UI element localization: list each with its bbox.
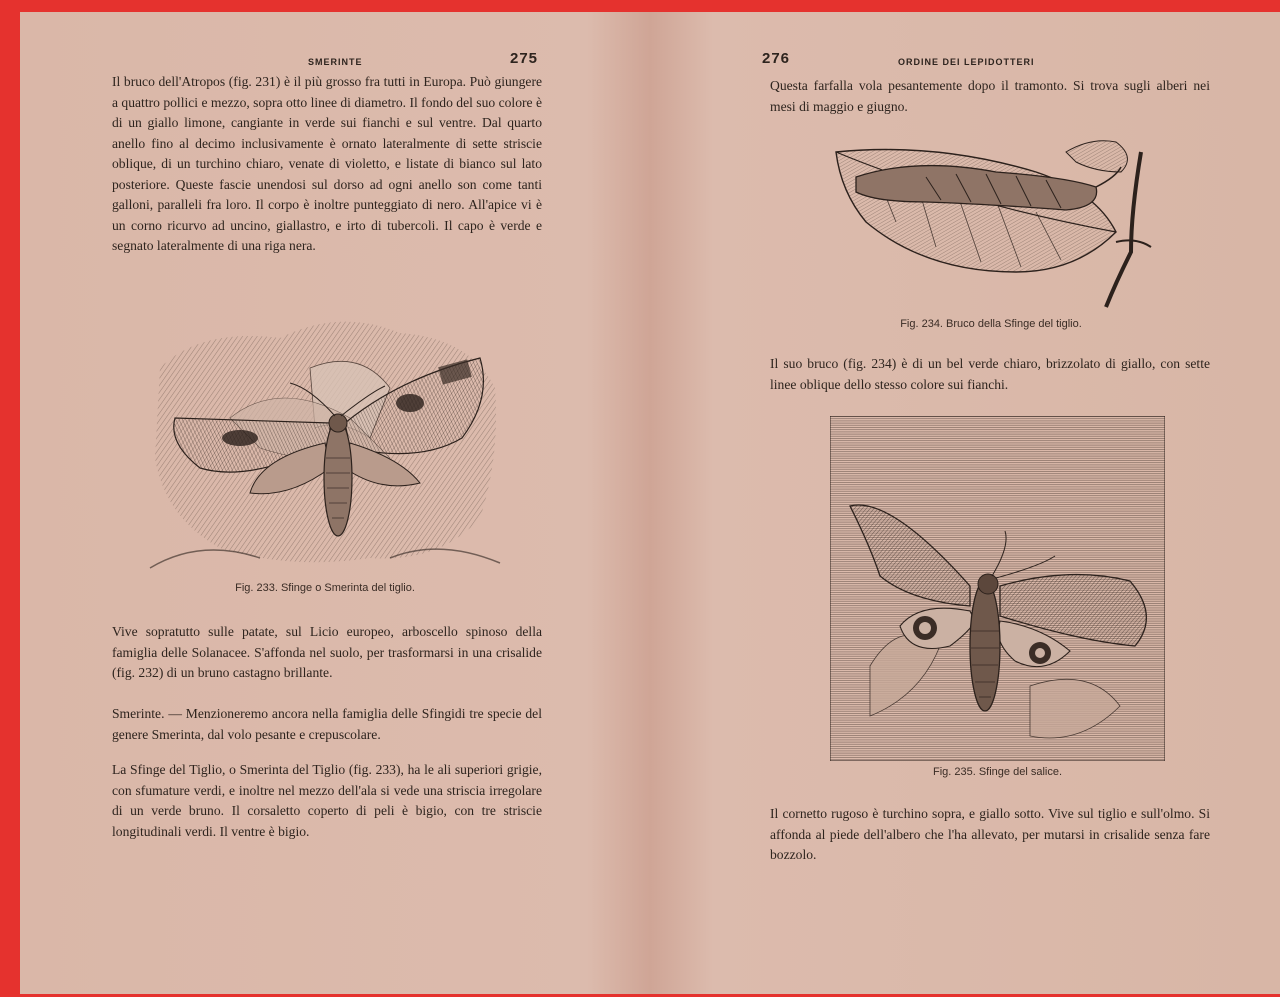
- right-page: [640, 12, 1280, 994]
- caterpillar-leaf-fig-234: [816, 132, 1166, 312]
- left-page: [20, 12, 640, 994]
- left-para-3-text: Smerinte. — Menzioneremo ancora nella famiglia delle Sfingidi tre specie del genere Smerinta, dal volo pesante e crepuscolare.: [112, 706, 542, 742]
- left-paragraph-1: [112, 72, 542, 257]
- right-paragraph-3: [770, 804, 1210, 866]
- running-head-left: SMERINTE: [308, 57, 363, 67]
- figure-233-caption: Fig. 233. Sfinge o Smerinta del tiglio.: [235, 582, 415, 594]
- left-para-2-text: Vive sopratutto sulle patate, sul Licio europeo, arboscello spinoso della famiglia delle Solanacee. S'affonda nel suolo, per trasformarsi in una crisalide (fig. 232) di un bruno castagno brillante.: [112, 624, 542, 680]
- figure-235-caption: Fig. 235. Sfinge del salice.: [932, 766, 1063, 778]
- page-number-right: 276: [762, 50, 791, 67]
- right-paragraph-1: [770, 76, 1210, 117]
- figure-234-caption: Fig. 234. Bruco della Sfinge del tiglio.: [900, 318, 1082, 330]
- left-paragraph-4: [112, 760, 542, 842]
- moth-engraving-fig-233: [140, 308, 510, 573]
- book-spread: [20, 12, 1280, 994]
- page-number-left: 275: [510, 50, 539, 67]
- right-para-2-text: Il suo bruco (fig. 234) è di un bel verde chiaro, brizzolato di giallo, con sette linee oblique dello stesso colore sui fianchi.: [770, 356, 1210, 392]
- left-paragraph-2: [112, 622, 542, 684]
- left-para-4-text: La Sfinge del Tiglio, o Smerinta del Tiglio (fig. 233), ha le ali superiori grigie, con sfumature verdi, e inoltre nel mezzo dell'ala si vede una striscia irregolare di un verde bruno. Il corsaletto coperto di peli è bigio, con tre striscie longitudinali verdi. Il ventre è bigio.: [112, 762, 542, 839]
- left-para-1-text: Il bruco dell'Atropos (fig. 231) è il più grosso fra tutti in Europa. Può giungere a quattro pollici e mezzo, sopra otto linee di diametro. Il fondo del suo colore è di un giallo limone, cangiante in verde sui fianchi e sul ventre. Dal quarto anello fino al decimo inclusivamente è ornato lateralmente di sette striscie oblique, di un turchino chiaro, venate di violetto, e listate di bianco sul lato posteriore. Queste fascie unendosi sul dorso ad ogni anello son come tanti galloni, paralleli fra loro. Il corpo è inoltre punteggiato di nero. All'apice vi è un corno ricurvo ad uncino, giallastro, e irto di tubercoli. Il capo è verde e segnato lateralmente di una riga nera.: [112, 74, 542, 253]
- left-paragraph-3: [112, 704, 542, 745]
- right-para-3-text: Il cornetto rugoso è turchino sopra, e giallo sotto. Vive sul tiglio e sull'olmo. Si affonda al piede dell'albero che l'ha allevato, per mutarsi in crisalide senza fare bozzolo.: [770, 806, 1210, 862]
- right-para-1-text: Questa farfalla vola pesantemente dopo il tramonto. Si trova sugli alberi nei mesi di maggio e giugno.: [770, 78, 1210, 114]
- right-paragraph-2: [770, 354, 1210, 395]
- running-head-right: ORDINE DEI LEPIDOTTERI: [898, 57, 1035, 67]
- moth-engraving-fig-235: [830, 416, 1165, 761]
